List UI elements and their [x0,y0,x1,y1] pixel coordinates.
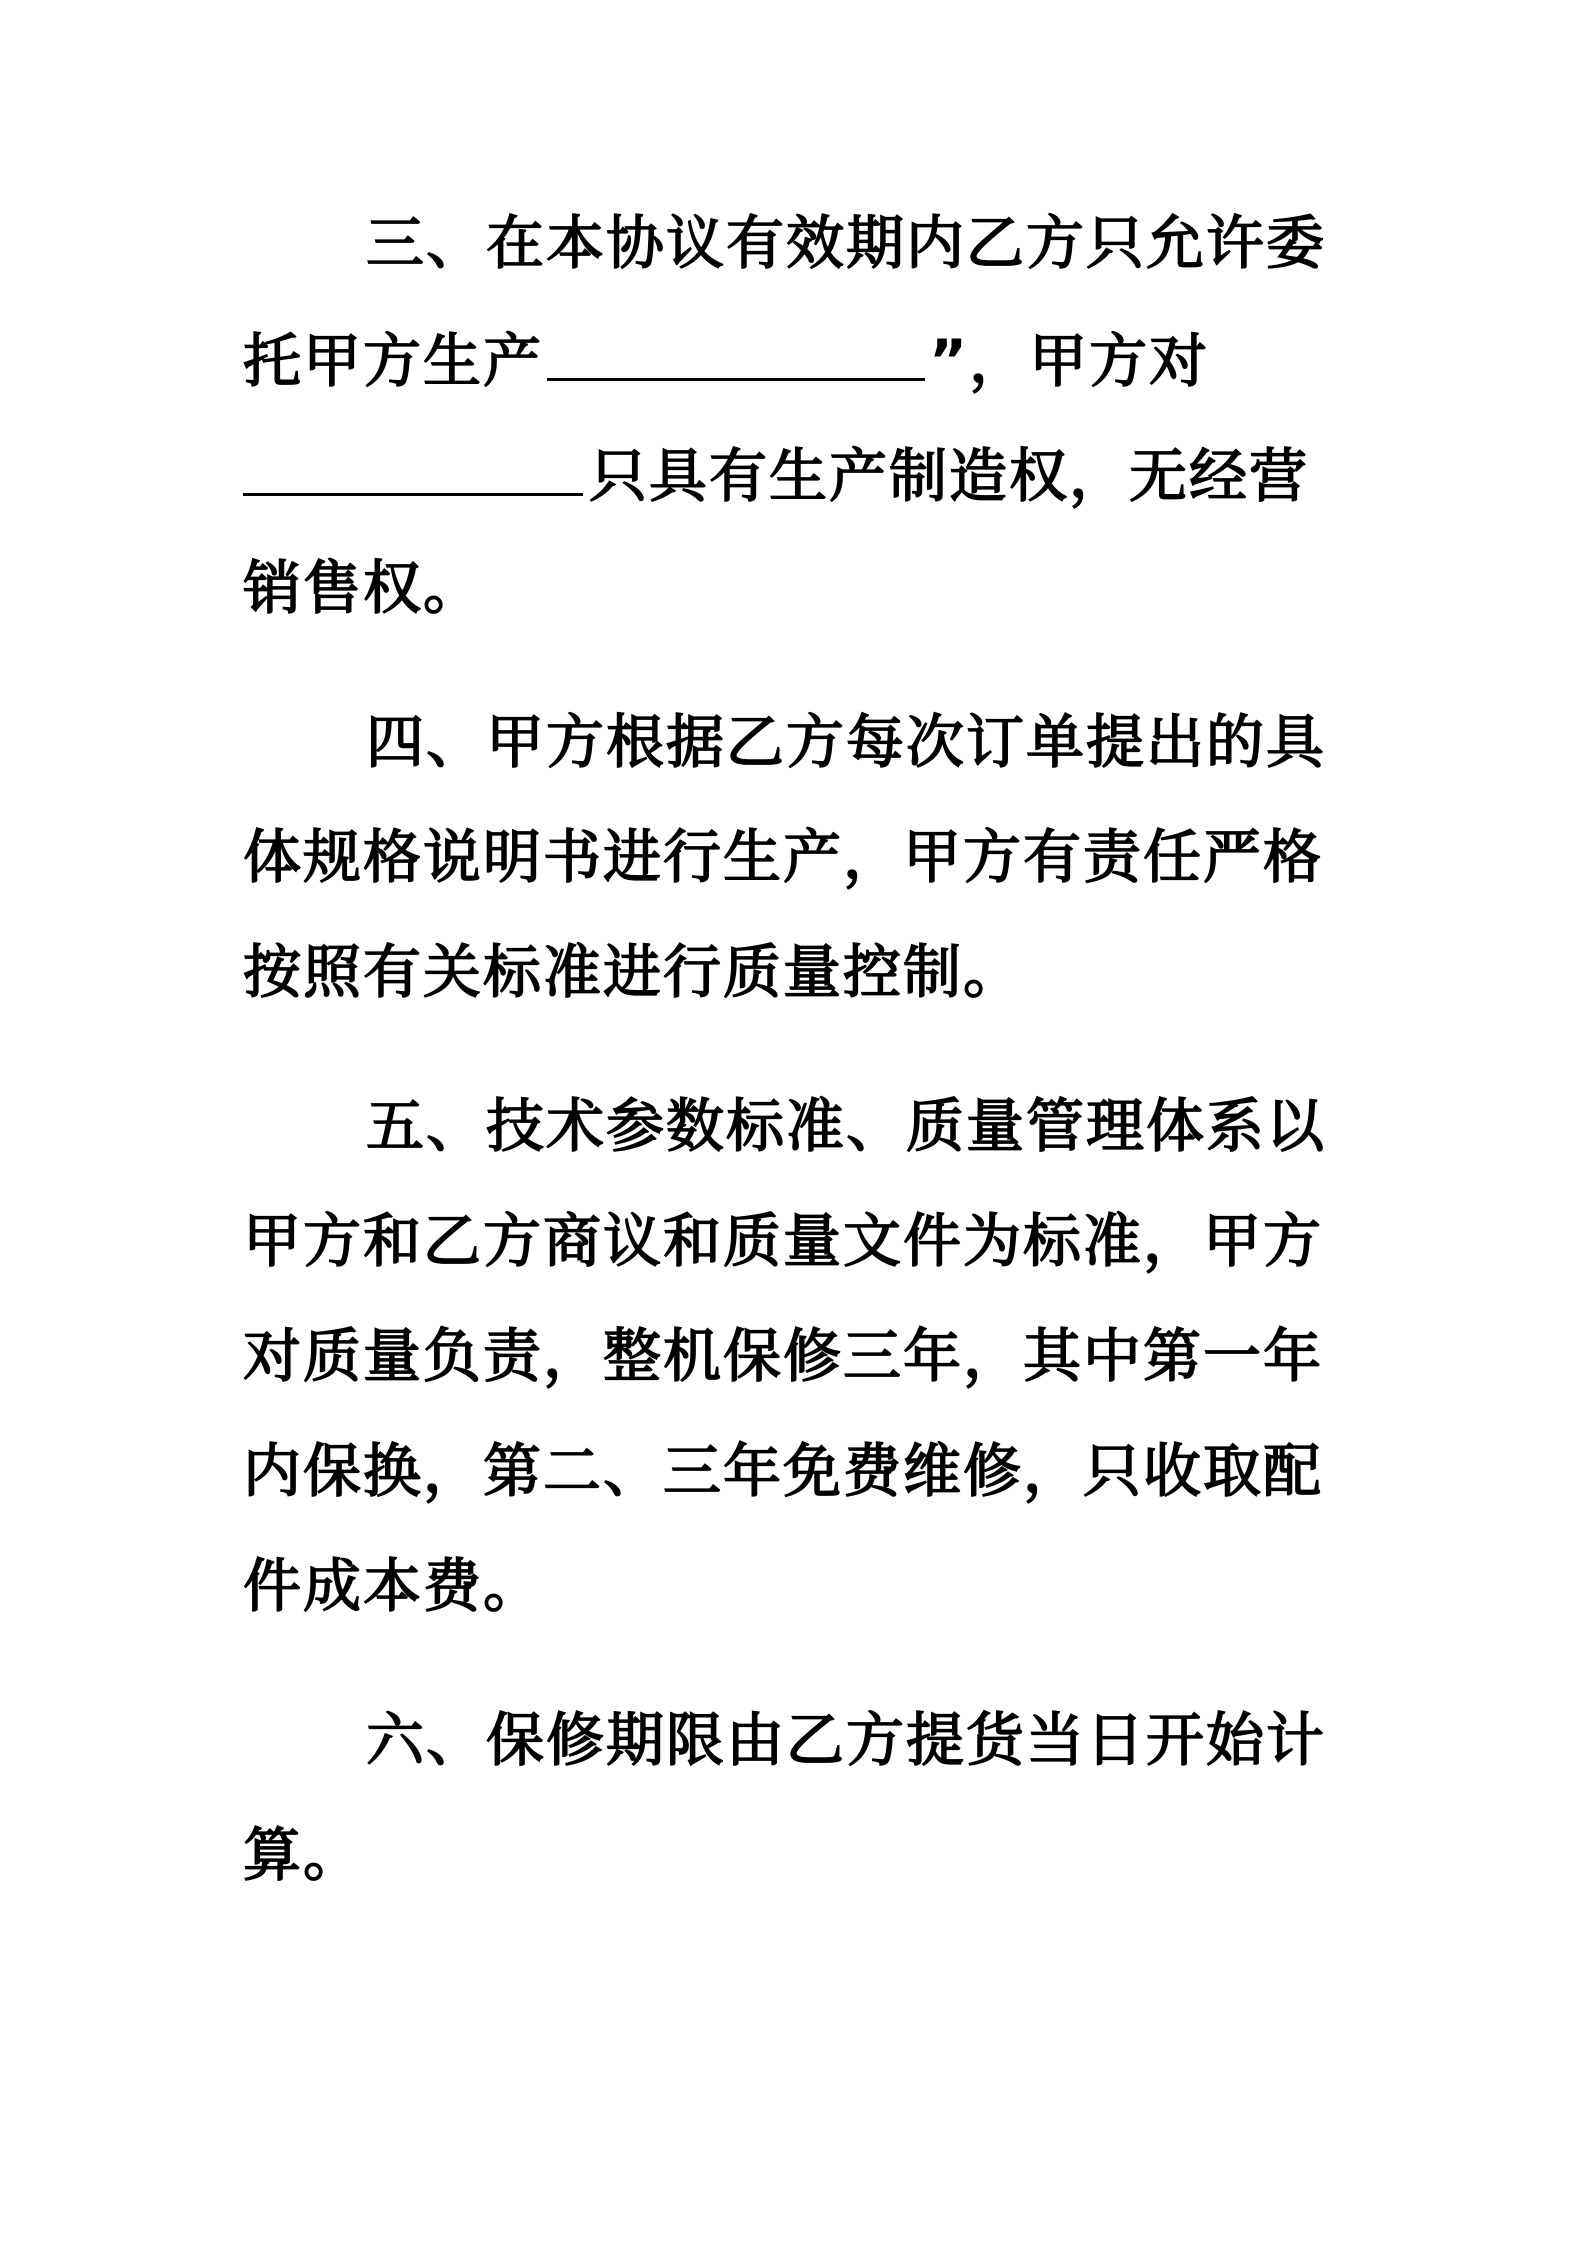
section-3-line-3 [243,433,1309,516]
section-4-line-2: 体规格说明书进行生产，甲方有责任严格 [243,823,1324,891]
section-3-line-2 [243,318,1209,401]
section-3-line-3-text: 只具有生产制造权，无经营 [589,442,1310,510]
section-6-line-1: 六、保修期限由乙方提货当日开始计 [366,1706,1327,1774]
section-5-line-3: 对质量负责，整机保修三年，其中第一年 [243,1322,1324,1390]
section-4-line-3: 按照有关标准进行质量控制。 [243,938,1024,1006]
section-3-line-1: 三、在本协议有效期内乙方只允许委 [366,209,1327,277]
fill-in-blank-product-2 [243,433,583,496]
fill-in-blank-product [547,318,925,381]
section-4-line-1: 四、甲方根据乙方每次订单提出的具 [366,708,1327,776]
section-3-line-2-end: ”，甲方对 [929,327,1210,395]
section-5-line-4: 内保换，第二、三年免费维修，只收取配 [243,1437,1324,1505]
section-5-line-5: 件成本费。 [243,1552,544,1620]
section-3-line-2-start: 托甲方生产 [243,327,544,395]
section-6-line-2: 算。 [243,1821,364,1889]
section-3-line-4: 销售权。 [243,554,484,622]
section-5-line-2: 甲方和乙方商议和质量文件为标准，甲方 [243,1207,1324,1275]
section-5-line-1: 五、技术参数标准、质量管理体系以 [366,1092,1327,1160]
